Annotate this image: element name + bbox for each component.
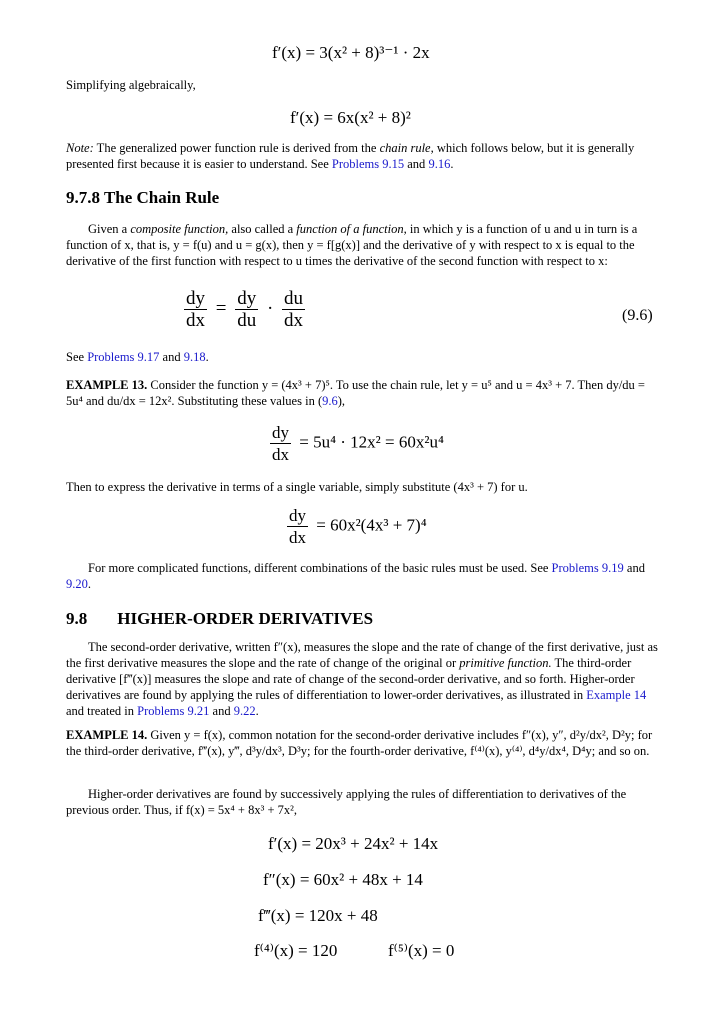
link-problems-9-17[interactable]: Problems 9.17 (87, 350, 160, 364)
example-13-equation-1: $\frac{dy}{dx}$ = 5u⁴ · 12x² = 60x²u⁴ (272, 423, 444, 464)
section-title-chain-rule: 9.7.8 The Chain Rule (66, 188, 220, 207)
link-problem-9-16[interactable]: 9.16 (428, 157, 451, 171)
fraction-dy-du: $\frac{dy}{du}$ (237, 288, 257, 331)
link-problem-9-18[interactable]: 9.18 (183, 350, 206, 364)
equation-number: (9.6) (622, 307, 653, 324)
example-13-paragraph: EXAMPLE 13. Consider the function y = (4x³ + 7)⁵. To use the chain rule, let y = u⁵ and u = 4x³ + 7. Then dy/du = 5u⁴ and du/dx = 12x². Substituting these values in (9.6), (66, 378, 645, 408)
example-13-label: EXAMPLE 13. (66, 378, 148, 392)
fraction-dy-dx: $\frac{dy}{dx}$ (186, 288, 205, 331)
chain-rule-formula: $\frac{dy}{dx}$ = $\frac{dy}{du}$ · $\frac{du}{dx}$ (186, 288, 304, 331)
example-13-equation-2: $\frac{dy}{dx}$ = 60x²(4x³ + 7)⁴ (289, 506, 427, 547)
derivative-second: f″(x) = 60x² + 48x + 14 (263, 870, 423, 889)
derivative-fourth: f⁽⁴⁾(x) = 120 (254, 941, 338, 960)
link-problems-9-15[interactable]: Problems 9.15 (331, 157, 405, 171)
link-problems-9-19[interactable]: Problems 9.19 (551, 561, 624, 575)
power-rule-equation: f′(x) = 3(x² + 8)³⁻¹ · 2x (272, 43, 430, 62)
example-14-label: EXAMPLE 14. (66, 728, 148, 742)
link-problem-9-20[interactable]: 9.20 (66, 577, 88, 591)
fraction-du-dx: $\frac{du}{dx}$ (284, 288, 304, 331)
derivative-fifth: f⁽⁵⁾(x) = 0 (388, 941, 455, 960)
successive-paragraph: Higher-order derivatives are found by successively applying the rules of differentiation to derivatives of the previous order. Thus, if f(x) = 5x⁴ + 8x³ + 7x², (66, 787, 627, 817)
link-example-14[interactable]: Example 14 (586, 688, 647, 702)
simplified-equation: f′(x) = 6x(x² + 8)² (290, 108, 411, 127)
see-problems-line: See Problems 9.17 and 9.18. (66, 350, 209, 364)
section-title: HIGHER-ORDER DERIVATIVES (117, 609, 374, 628)
section-heading-higher-order (66, 609, 373, 629)
substitute-text: Then to express the derivative in terms of a single variable, simply substitute (4x³ + 7) for u. (66, 480, 528, 494)
higher-order-paragraph: The second-order derivative, written f″(x), measures the slope and the rate of change of the first derivative, just as the first derivative measures the slope and the rate of change of the original or primitive function. The third-order derivative [f‴(x)] measures the slope and rate of change of the second-order derivative, and so forth. Higher-order derivatives are found by applying the rules of differentiation to lower-order derivatives, as illustrated in Example 14 and treated in Problems 9.21 and 9.22. (66, 640, 658, 718)
note-paragraph: Note: The generalized power function rule is derived from the chain rule, which follows below, but it is generally presented first because it is easier to understand. See Problems 9.15 and 9.16. (66, 141, 635, 171)
simplify-text: Simplifying algebraically, (66, 78, 196, 92)
link-equation-9-6[interactable]: 9.6 (322, 394, 338, 408)
section-number: 9.8 (66, 609, 88, 628)
more-complicated-paragraph: For more complicated functions, different combinations of the basic rules must be used. See Problems 9.19 and 9.20. (66, 561, 645, 591)
link-problem-9-22[interactable]: 9.22 (233, 704, 256, 718)
chain-rule-paragraph: Given a composite function, also called a function of a function, in which y is a function of u and u in turn is a function of x, that is, y = f(u) and u = g(x), then y = f[g(x)] and the derivative of y with respect to x is equal to the derivative of the first function with respect to u times the derivative of the second function with respect to x: (66, 222, 638, 268)
derivative-first: f′(x) = 20x³ + 24x² + 14x (268, 834, 439, 853)
note-label: Note: (66, 141, 94, 155)
link-problems-9-21[interactable]: Problems 9.21 (137, 704, 210, 718)
example-14-paragraph: EXAMPLE 14. Given y = f(x), common notation for the second-order derivative includes f″(x), y″, d²y/dx², D²y; for the third-order derivative, f‴(x), y‴, d³y/dx³, D³y; for the fourth-order derivative, f⁽⁴⁾(x), y⁽⁴⁾, d⁴y/dx⁴, D⁴y; and so on. (66, 728, 653, 758)
derivative-third: f‴(x) = 120x + 48 (258, 906, 378, 925)
